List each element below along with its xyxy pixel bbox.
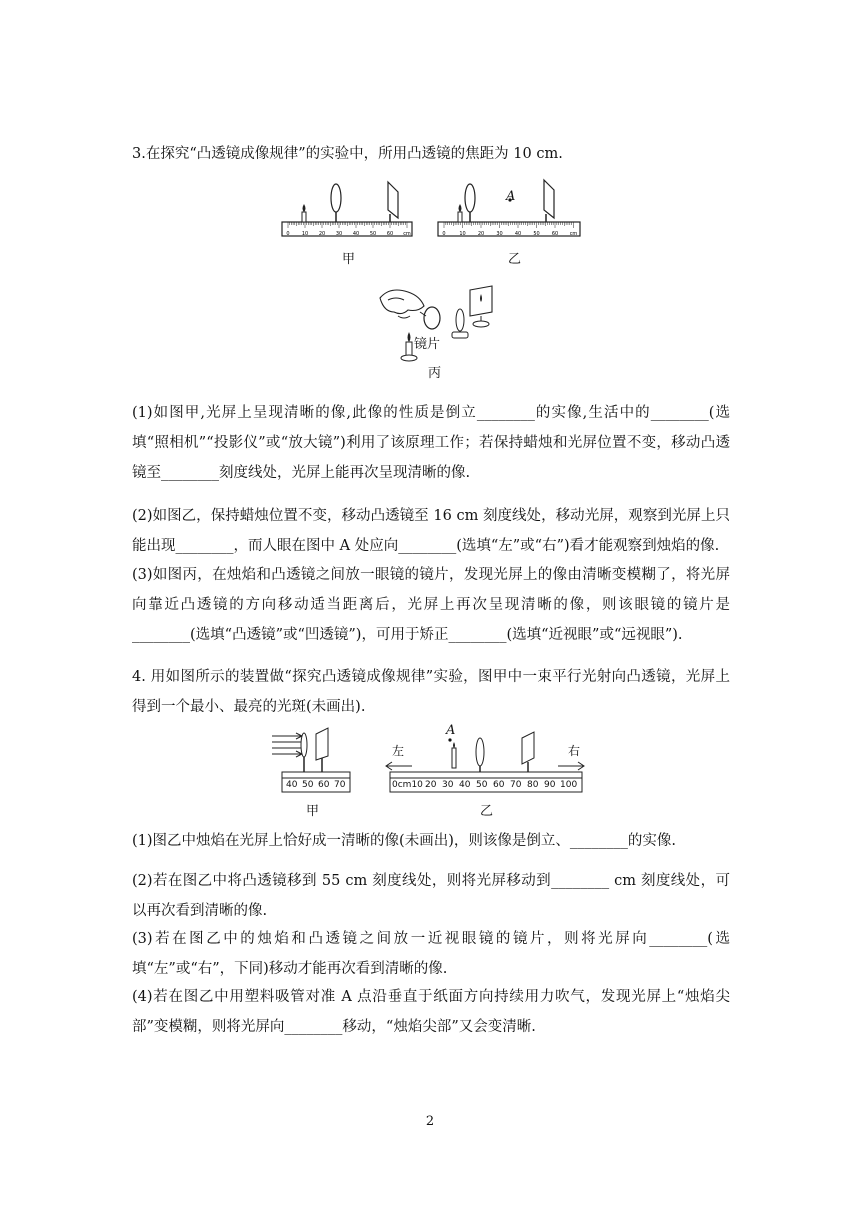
q4-point-a-label: A bbox=[446, 723, 456, 738]
q4-ruler-b-tick: 30 bbox=[442, 780, 454, 790]
q3-part2: (2)如图乙，保持蜡烛位置不变，移动凸透镜至 16 cm 刻度线处，移动光屏，观察到光屏上只能出现________，而人眼在图中 A 处应向________(选填“左”或“右”)看才能观察到烛焰的像. bbox=[132, 508, 730, 554]
ruler-label: 20 bbox=[318, 231, 326, 237]
q4-ruler-b-tick: 40 bbox=[459, 780, 471, 790]
q4-ruler-b-tick: 20 bbox=[425, 780, 437, 790]
ruler-label: cm bbox=[403, 231, 411, 237]
q4-part2: (2)若在图乙中将凸透镜移到 55 cm 刻度线处，则将光屏移动到________ cm 刻度线处，可以再次看到清晰的像. bbox=[132, 873, 730, 919]
ruler-label: 60 bbox=[386, 231, 394, 237]
q3-figure-jia bbox=[280, 176, 416, 242]
q4-ruler-b-tick: 100 bbox=[560, 780, 578, 790]
q3-caption-yi: 乙 bbox=[508, 252, 522, 267]
ruler-label: 50 bbox=[369, 231, 377, 237]
ruler-label: 30 bbox=[496, 231, 503, 237]
q3-lens-label: 镜片 bbox=[414, 337, 441, 352]
ruler-label: 20 bbox=[477, 231, 485, 237]
page-number: 2 bbox=[425, 1114, 435, 1129]
q4-part1: (1)图乙中烛焰在光屏上恰好成一清晰的像(未画出)，则该像是倒立、________的实像. bbox=[132, 833, 676, 849]
q4-left-label: 左 bbox=[392, 744, 405, 758]
q4-ruler-b-tick: 60 bbox=[493, 780, 505, 790]
q3-part1: (1)如图甲,光屏上呈现清晰的像,此像的性质是倒立________的实像,生活中的________(选填“照相机”“投影仪”或“放大镜”)利用了该原理工作；若保持蜡烛和光屏位置不变，移动凸透镜至________刻度线处，光屏上能再次呈现清晰的像. bbox=[132, 405, 730, 481]
ruler-label: 40 bbox=[514, 231, 522, 237]
ruler-label: 50 bbox=[533, 231, 540, 237]
ruler-label: 0 bbox=[286, 231, 290, 237]
q4-part4: (4)若在图乙中用塑料吸管对准 A 点沿垂直于纸面方向持续用力吹气，发现光屏上“烛焰尖部”变模糊，则将光屏向________移动，“烛焰尖部”又会变清晰. bbox=[132, 989, 730, 1035]
q3-caption-bing: 丙 bbox=[428, 366, 442, 381]
q4-ruler-b-tick: 90 bbox=[544, 780, 556, 790]
q3-figure-yi bbox=[436, 176, 584, 242]
q4-caption-jia: 甲 bbox=[306, 804, 320, 819]
q4-ruler-a-tick: 40 bbox=[286, 780, 298, 790]
ruler-label: 10 bbox=[301, 231, 309, 237]
q4-caption-yi: 乙 bbox=[480, 804, 494, 819]
ruler-label: 60 bbox=[551, 231, 559, 237]
q3-stem: 3.在探究“凸透镜成像规律”的实验中，所用凸透镜的焦距为 10 cm. bbox=[132, 146, 563, 162]
ruler-label: cm bbox=[569, 231, 578, 237]
ruler-label: 10 bbox=[459, 231, 466, 237]
q4-ruler-b-tick: 70 bbox=[510, 780, 522, 790]
q4-ruler-b-tick: 0cm10 bbox=[392, 780, 423, 790]
q3-part3: (3)如图丙，在烛焰和凸透镜之间放一眼镜的镜片，发现光屏上的像由清晰变模糊了，将光屏向靠近凸透镜的方向移动适当距离后，光屏上再次呈现清晰的像，则该眼镜的镜片是________(选填“凸透镜”或“凹透镜”)，可用于矫正________(选填“近视眼”或“远视眼”). bbox=[132, 567, 730, 643]
ruler-label: 0 bbox=[442, 231, 446, 237]
ruler-label: 30 bbox=[335, 231, 343, 237]
q3-point-a-label: A bbox=[506, 189, 516, 204]
q4-right-label: 右 bbox=[568, 744, 581, 758]
q4-ruler-b-tick: 80 bbox=[527, 780, 539, 790]
q4-part3: (3)若在图乙中的烛焰和凸透镜之间放一近视眼镜的镜片，则将光屏向________(选填“左”或“右”，下同)移动才能再次看到清晰的像. bbox=[132, 931, 730, 977]
q4-ruler-a-tick: 60 bbox=[318, 780, 330, 790]
q4-stem: 4. 用如图所示的装置做“探究凸透镜成像规律”实验，图甲中一束平行光射向凸透镜，光屏上得到一个最小、最亮的光斑(未画出). bbox=[132, 669, 730, 715]
q4-ruler-a-tick: 50 bbox=[302, 780, 314, 790]
q4-ruler-b-tick: 50 bbox=[476, 780, 488, 790]
q3-caption-jia: 甲 bbox=[342, 252, 356, 267]
q4-ruler-a-tick: 70 bbox=[334, 780, 346, 790]
ruler-label: 40 bbox=[352, 231, 360, 237]
